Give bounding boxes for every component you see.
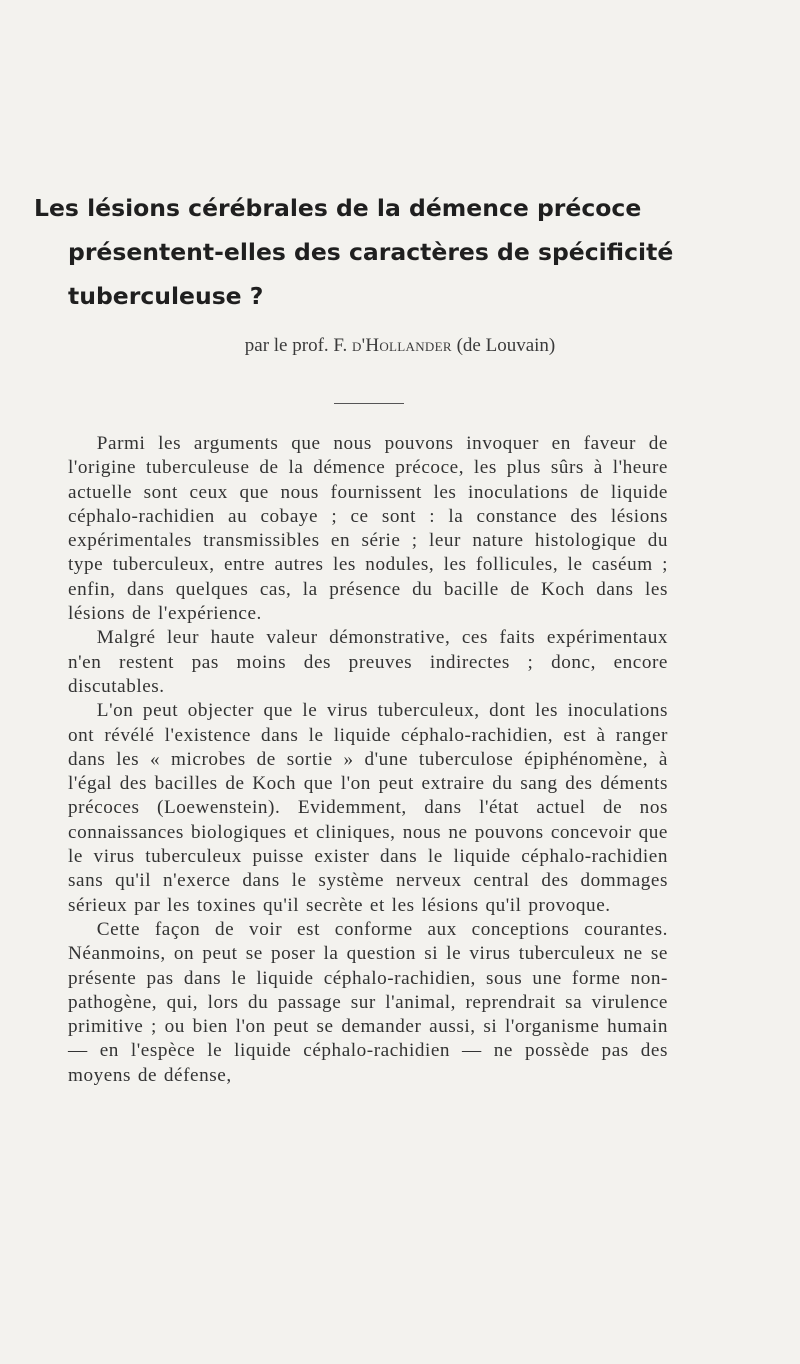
author-name: d'Hollander <box>351 335 452 356</box>
paragraph-2: Malgré leur haute valeur démonstrative, ces faits expérimentaux n'en restent pas moins des preuves indirectes ; donc, encore discutables. <box>68 627 668 697</box>
title-line-1: Les lésions cérébrales de la démence précoce <box>34 194 642 222</box>
byline-prefix: par le prof. F. <box>244 335 352 356</box>
paragraph-3: L'on peut objecter que le virus tuberculeux, dont les inoculations ont révélé l'existence dans le liquide céphalo-rachidien, est à ranger dans les « microbes de sortie » d'une tuberculose épiphénomène, à l'égal des bacilles de Koch que l'on peut extraire du sang des déments précoces (Loewenstein). Evidemment, dans l'état actuel de nos connaissances biologiques et cliniques, nous ne pouvons concevoir que le virus tuberculeux puisse exister dans le liquide céphalo-rachidien sans qu'il n'exerce dans le système nerveux central des dommages sérieux par les toxines qu'il secrète et les lésions qu'il provoque. <box>68 700 668 916</box>
article-title <box>34 186 734 318</box>
byline-suffix: (de Louvain) <box>451 335 556 356</box>
title-line-3: tuberculeuse ? <box>68 282 264 310</box>
paragraph-4: Cette façon de voir est conforme aux conceptions courantes. Néanmoins, on peut se poser la question si le virus tuberculeux ne se présente pas dans le liquide céphalo-rachidien, sous une forme non-pathogène, qui, lors du passage sur l'animal, reprendrait sa virulence primitive ; ou bien l'on peut se demander aussi, si l'organisme humain — en l'espèce le liquide céphalo-rachidien — ne possède pas des moyens de défense, <box>68 918 668 1086</box>
paragraph-1: Parmi les arguments que nous pouvons invoquer en faveur de l'origine tuberculeuse de la démence précoce, les plus sûrs à l'heure actuelle sont ceux que nous fournissent les inoculations de liquide céphalo-rachidien au cobaye ; ce sont : la constance des lésions expérimentales transmissibles en série ; leur nature histologique du type tuberculeux, entre autres les nodules, les follicules, le caséum ; enfin, dans quelques cas, la présence du bacille de Koch dans les lésions de l'expérience. <box>68 433 668 625</box>
author-byline <box>0 335 800 357</box>
section-divider <box>334 403 404 404</box>
article-body <box>68 432 668 1088</box>
title-line-2: présentent-elles des caractères de spécificité <box>68 238 674 266</box>
